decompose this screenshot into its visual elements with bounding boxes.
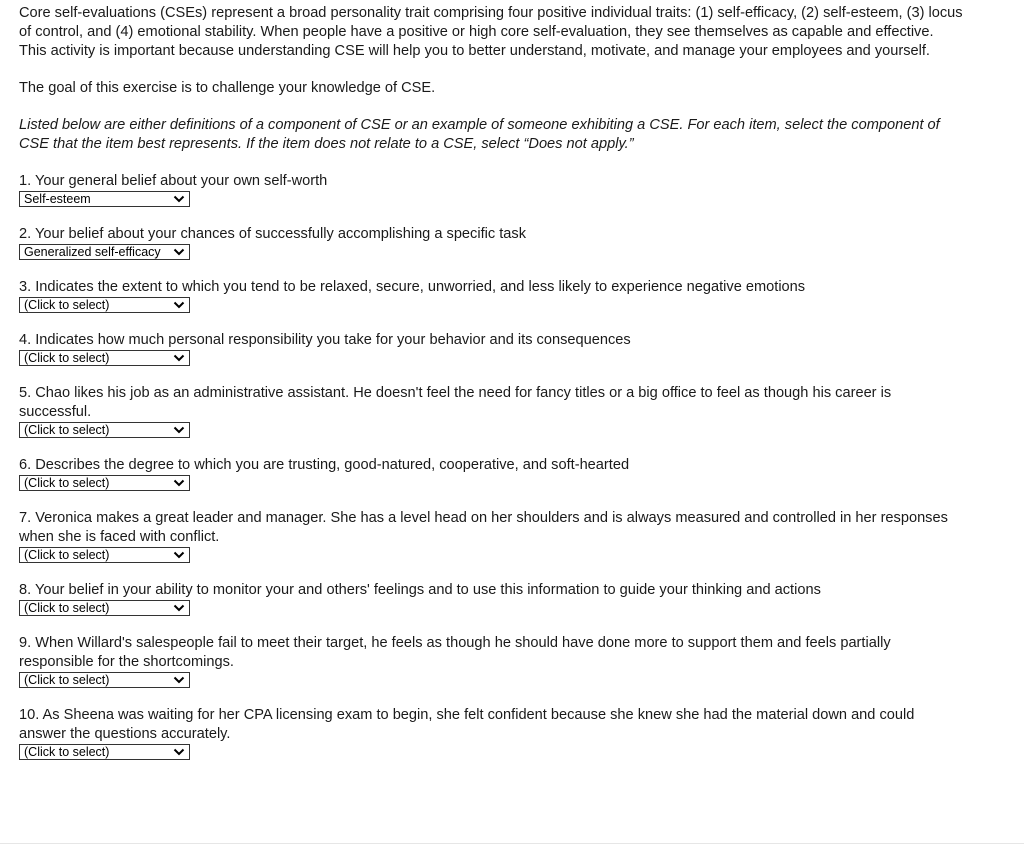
chevron-down-icon [173,192,185,206]
question-text: 4. Indicates how much personal responsibility you take for your behavior and its consequences [19,332,631,348]
dropdown-selected-value: (Click to select) [24,548,110,562]
question-item [19,634,964,688]
chevron-down-icon [173,548,185,562]
question-item [19,456,964,491]
dropdown-selected-value: Generalized self-efficacy [24,245,161,259]
dropdown-selected-value: (Click to select) [24,601,110,615]
exercise-content [19,4,964,778]
answer-dropdown[interactable] [19,244,190,260]
answer-dropdown[interactable] [19,744,190,760]
question-text: 2. Your belief about your chances of successfully accomplishing a specific task [19,226,527,242]
chevron-down-icon [173,245,185,259]
question-text: 1. Your general belief about your own self-worth [19,173,328,189]
chevron-down-icon [173,601,185,615]
page-divider [0,843,1024,844]
goal-paragraph: The goal of this exercise is to challenge your knowledge of CSE. [19,80,436,96]
dropdown-selected-value: (Click to select) [24,673,110,687]
answer-dropdown[interactable] [19,191,190,207]
question-item [19,331,964,366]
instructions-paragraph: Listed below are either definitions of a component of CSE or an example of someone exhibiting a CSE. For each item, select the component of CSE that the item best represents. If the item does not relate to a CSE, select “Does not apply.” [19,117,940,152]
question-text: 6. Describes the degree to which you are trusting, good-natured, cooperative, and soft-hearted [19,457,630,473]
question-text: 5. Chao likes his job as an administrative assistant. He doesn't feel the need for fancy titles or a big office to feel as though his career is successful. [19,385,892,420]
question-item [19,509,964,563]
answer-dropdown[interactable] [19,600,190,616]
intro-paragraph: Core self-evaluations (CSEs) represent a broad personality trait comprising four positive individual traits: (1) self-efficacy, (2) self-esteem, (3) locus of control, and (4) emotional stability. When people have a positive or high core self-evaluation, they see themselves as capable and effective. This activity is important because understanding CSE will help you to better understand, motivate, and manage your employees and yourself. [19,5,963,59]
question-item [19,225,964,260]
answer-dropdown[interactable] [19,422,190,438]
question-item [19,706,964,760]
question-text: 8. Your belief in your ability to monitor your and others' feelings and to use this information to guide your thinking and actions [19,582,821,598]
answer-dropdown[interactable] [19,475,190,491]
chevron-down-icon [173,476,185,490]
chevron-down-icon [173,423,185,437]
answer-dropdown[interactable] [19,350,190,366]
question-item [19,172,964,207]
chevron-down-icon [173,351,185,365]
question-list [19,172,964,760]
question-text: 3. Indicates the extent to which you tend to be relaxed, secure, unworried, and less likely to experience negative emotions [19,279,806,295]
question-item [19,384,964,438]
dropdown-selected-value: (Click to select) [24,423,110,437]
dropdown-selected-value: (Click to select) [24,298,110,312]
question-text: 7. Veronica makes a great leader and manager. She has a level head on her shoulders and is always measured and controlled in her responses when she is faced with conflict. [19,510,948,545]
question-text: 9. When Willard's salespeople fail to meet their target, he feels as though he should have done more to support them and feels partially responsible for the shortcomings. [19,635,891,670]
dropdown-selected-value: Self-esteem [24,192,91,206]
answer-dropdown[interactable] [19,672,190,688]
question-item [19,581,964,616]
dropdown-selected-value: (Click to select) [24,351,110,365]
chevron-down-icon [173,298,185,312]
answer-dropdown[interactable] [19,297,190,313]
dropdown-selected-value: (Click to select) [24,476,110,490]
answer-dropdown[interactable] [19,547,190,563]
chevron-down-icon [173,745,185,759]
question-item [19,278,964,313]
question-text: 10. As Sheena was waiting for her CPA licensing exam to begin, she felt confident because she knew she had the material down and could answer the questions accurately. [19,707,915,742]
dropdown-selected-value: (Click to select) [24,745,110,759]
chevron-down-icon [173,673,185,687]
